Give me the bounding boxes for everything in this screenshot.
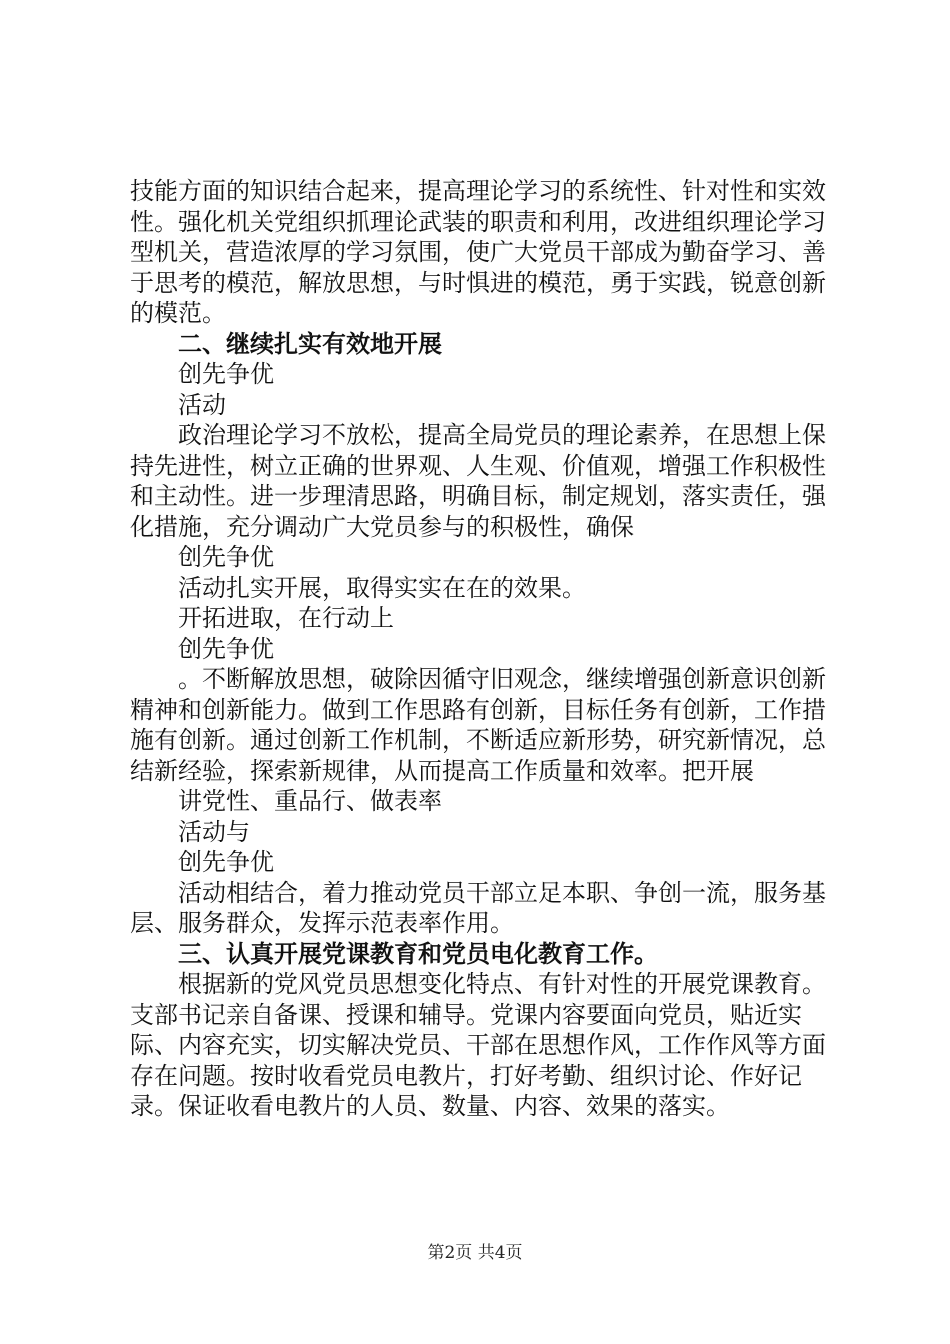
document-body — [130, 176, 840, 1122]
paragraph-fragment: 活动与 — [178, 817, 250, 846]
paragraph-fragment: 创先争优 — [178, 543, 274, 571]
paragraph-fragment: 活动 — [178, 390, 226, 419]
paragraph-fragment: 讲党性、重品行、做表率 — [178, 787, 442, 815]
paragraph-party-lessons: 根据新的党风党员思想变化特点、有针对性的开展党课教育。支部书记亲自备课、授课和辅导。党课内容要面向党员，贴近实际、内容充实，切实解决党员、干部在思想作风，工作作风等方面存在问题。按时收看党员电教片，打好考勤、组织讨论、作好记录。保证收看电教片的人员、数量、内容、效果的落实。 — [130, 970, 826, 1120]
paragraph-fragment: 开拓进取，在行动上 — [178, 604, 394, 632]
paragraph-fragment: 活动扎实开展，取得实实在在的效果。 — [178, 573, 586, 602]
paragraph-fragment: 创先争优 — [178, 634, 274, 663]
paragraph-fragment: 创先争优 — [178, 360, 274, 388]
paragraph-theory-study: 政治理论学习不放松，提高全局党员的理论素养，在思想上保持先进性，树立正确的世界观、人生观、价值观，增强工作积极性和主动性。进一步理清思路，明确目标，制定规划，落实责任，强化措施，充分调动广大党员参与的积极性，确保 — [130, 421, 826, 541]
paragraph-combined-activities: 活动相结合，着力推动党员干部立足本职、争创一流，服务基层、服务群众，发挥示范表率作用。 — [130, 878, 826, 937]
section-heading-2: 二、继续扎实有效地开展 — [178, 329, 442, 358]
page-footer: 第2页 共4页 — [427, 1243, 523, 1263]
section-heading-3: 三、认真开展党课教育和党员电化教育工作。 — [178, 939, 658, 968]
paragraph-fragment: 创先争优 — [178, 848, 274, 876]
paragraph-innovation: 。不断解放思想，破除因循守旧观念，继续增强创新意识创新精神和创新能力。做到工作思路有创新，目标任务有创新，工作措施有创新。通过创新工作机制，不断适应新形势，研究新情况，总结新经验，探索新规律，从而提高工作质量和效率。把开展 — [130, 665, 826, 785]
paragraph-intro-continuation: 技能方面的知识结合起来，提高理论学习的系统性、针对性和实效性。强化机关党组织抓理论武装的职责和利用，改进组织理论学习型机关，营造浓厚的学习氛围，使广大党员干部成为勤奋学习、善于思考的模范，解放思想，与时惧进的模范，勇于实践，锐意创新的模范。 — [130, 177, 826, 327]
